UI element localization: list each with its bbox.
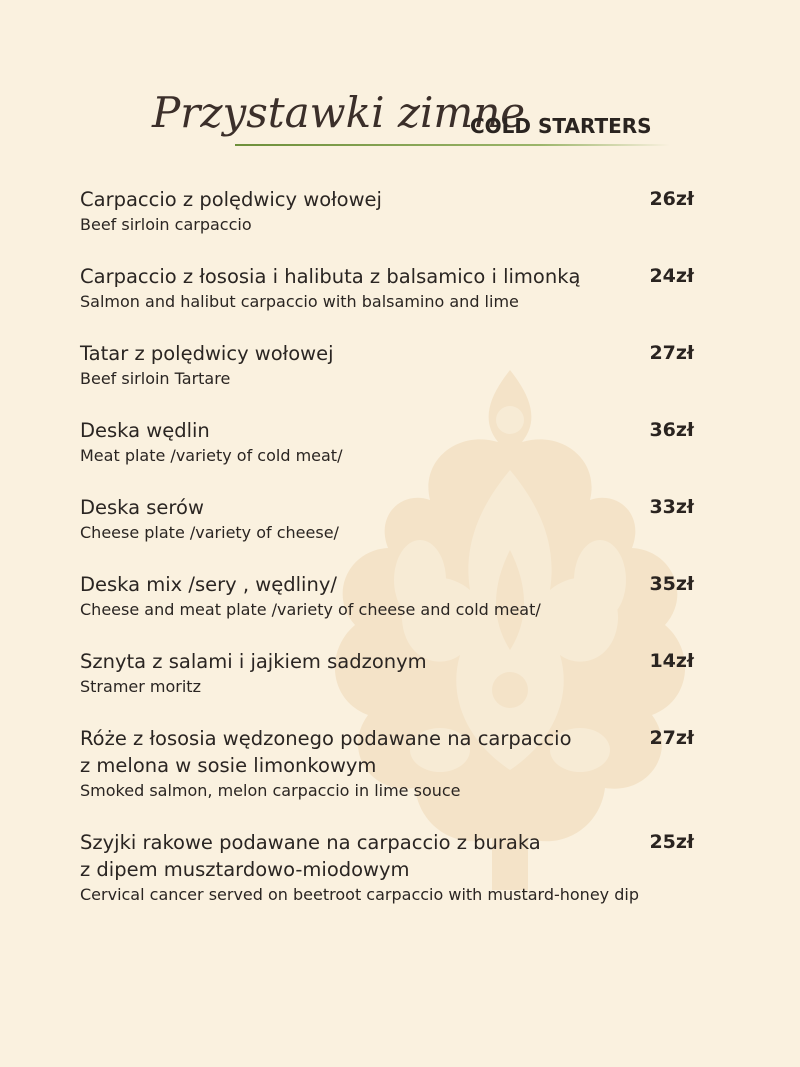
menu-item [80,494,720,545]
item-name-line2: z dipem musztardowo-miodowym [80,858,410,881]
item-price: 27zł [649,727,694,749]
section-title-english: COLD STARTERS [470,114,652,138]
menu-item [80,186,720,237]
item-price: 14zł [649,650,694,672]
item-name-line2: z melona w sosie limonkowym [80,754,377,777]
item-name: Tatar z polędwicy wołowej [80,342,334,365]
menu-item [80,725,720,803]
item-description: Beef sirloin carpaccio [80,215,252,234]
item-name: Deska mix /sery , wędliny/ [80,573,337,596]
section-header [150,78,670,158]
item-name: Sznyta z salami i jajkiem sadzonym [80,650,427,673]
menu-item [80,263,720,314]
menu-item [80,648,720,699]
menu-item [80,571,720,622]
item-price: 26zł [649,188,694,210]
item-price: 27zł [649,342,694,364]
item-description: Cervical cancer served on beetroot carpaccio with mustard-honey dip [80,885,639,904]
item-name: Carpaccio z łososia i halibuta z balsamico i limonką [80,265,581,288]
item-description: Smoked salmon, melon carpaccio in lime souce [80,781,461,800]
item-price: 35zł [649,573,694,595]
item-name: Róże z łososia wędzonego podawane na carpaccio [80,727,572,750]
item-price: 25zł [649,831,694,853]
menu-list [80,186,720,933]
item-description: Meat plate /variety of cold meat/ [80,446,343,465]
menu-item [80,829,720,907]
item-price: 36zł [649,419,694,441]
item-description: Beef sirloin Tartare [80,369,231,388]
item-name: Deska wędlin [80,419,210,442]
section-title-polish: Przystawki zimne [152,88,526,137]
item-description: Salmon and halibut carpaccio with balsamino and lime [80,292,519,311]
item-name: Szyjki rakowe podawane na carpaccio z buraka [80,831,541,854]
item-description: Stramer moritz [80,677,201,696]
item-name: Carpaccio z polędwicy wołowej [80,188,382,211]
menu-item [80,417,720,468]
item-name: Deska serów [80,496,204,519]
item-price: 33zł [649,496,694,518]
item-description: Cheese plate /variety of cheese/ [80,523,339,542]
menu-item [80,340,720,391]
title-underline [235,144,670,146]
item-description: Cheese and meat plate /variety of cheese and cold meat/ [80,600,541,619]
item-price: 24zł [649,265,694,287]
